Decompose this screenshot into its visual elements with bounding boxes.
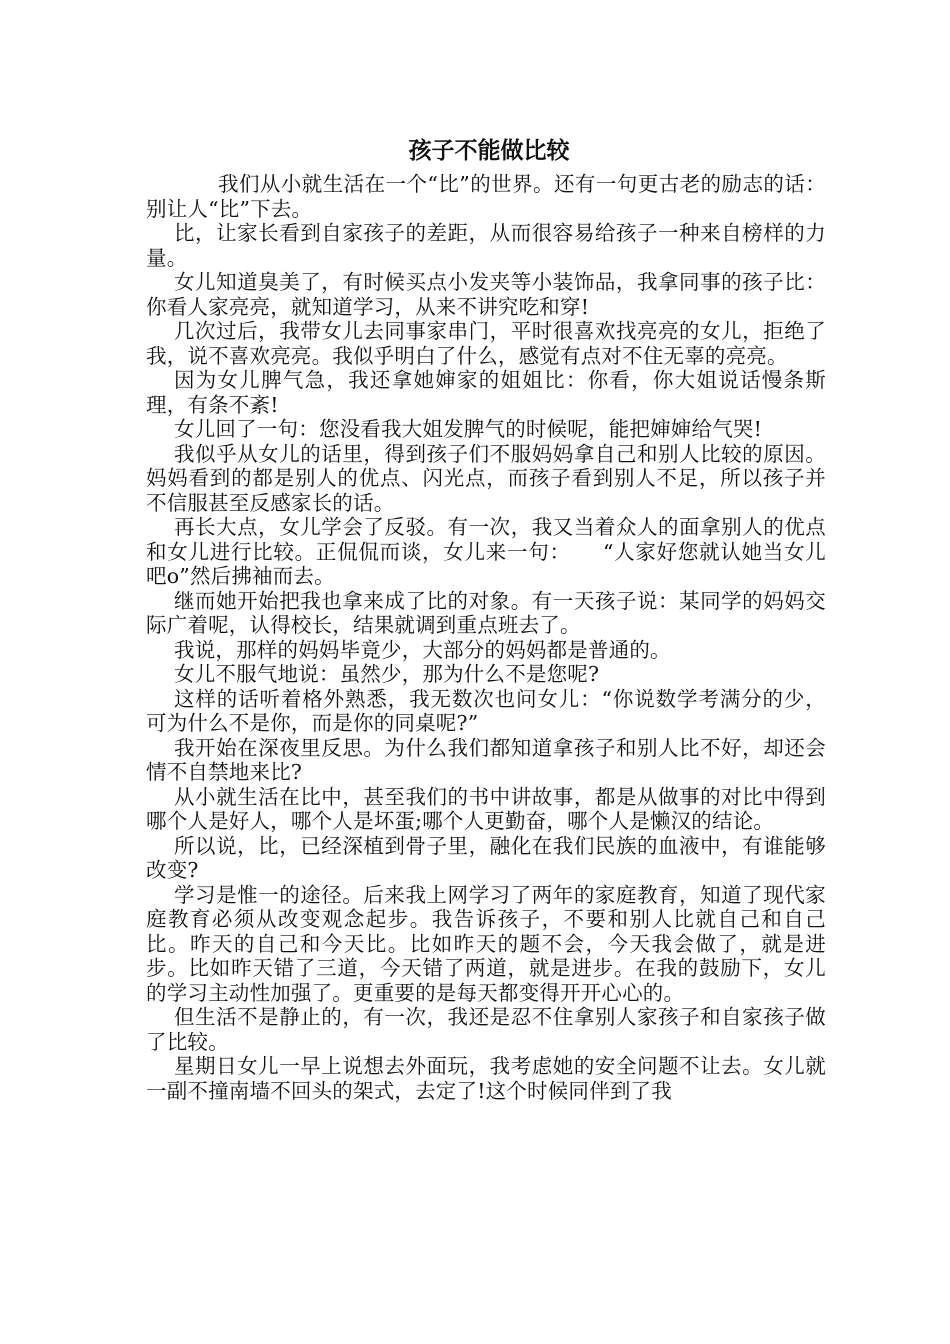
paragraph-18: 星期日女儿一早上说想去外面玩，我考虑她的安全问题不让去。女儿就一副不撞南墙不回头的架式，去定了!这个时候同伴到了我	[146, 1054, 826, 1103]
paragraph-11: 女儿不服气地说：虽然少，那为什么不是您呢?	[174, 662, 600, 686]
document-title: 孩子不能做比较	[408, 138, 570, 164]
paragraph-6: 女儿回了一句：您没看我大姐发脾气的时候呢，能把婶婶给气哭!	[174, 417, 763, 441]
paragraph-7: 我似乎从女儿的话里，得到孩子们不服妈妈拿自己和别人比较的原因。妈妈看到的都是别人的优点、闪光点，而孩子看到别人不足，所以孩子并不信服甚至反感家长的话。	[146, 441, 826, 515]
paragraph-9: 继而她开始把我也拿来成了比的对象。有一天孩子说：某同学的妈妈交际广着呢，认得校长，结果就调到重点班去了。	[146, 588, 826, 637]
document-body	[146, 172, 826, 1103]
paragraph-2: 比，让家长看到自家孩子的差距，从而很容易给孩子一种来自榜样的力量。	[146, 221, 826, 270]
paragraph-5: 因为女儿脾气急，我还拿她婶家的姐姐比：你看，你大姐说话慢条斯理，有条不紊!	[146, 368, 826, 417]
paragraph-8: 再长大点，女儿学会了反驳。有一次，我又当着众人的面拿别人的优点和女儿进行比较。正侃侃而谈，女儿来一句： “人家好您就认她当女儿吧o”然后拂袖而去。	[146, 515, 826, 588]
paragraph-17: 但生活不是静止的，有一次，我还是忍不住拿别人家孩子和自家孩子做了比较。	[146, 1005, 826, 1054]
paragraph-3: 女儿知道臭美了，有时候买点小发夹等小装饰品，我拿同事的孩子比：你看人家亮亮，就知道学习，从来不讲究吃和穿!	[146, 270, 826, 319]
paragraph-4: 几次过后，我带女儿去同事家串门，平时很喜欢找亮亮的女儿，拒绝了我，说不喜欢亮亮。我似乎明白了什么，感觉有点对不住无辜的亮亮。	[146, 319, 826, 368]
paragraph-15: 所以说，比，已经深植到骨子里，融化在我们民族的血液中，有谁能够改变?	[146, 833, 826, 882]
document-page	[146, 132, 826, 1103]
paragraph-1: 我们从小就生活在一个“比”的世界。还有一句更古老的励志的话：别让人“比”下去。	[146, 172, 826, 221]
paragraph-16: 学习是惟一的途径。后来我上网学习了两年的家庭教育，知道了现代家庭教育必须从改变观念起步。我告诉孩子，不要和别人比就自己和自己比。昨天的自己和今天比。比如昨天的题不会，今天我会做了，就是进步。比如昨天错了三道，今天错了两道，就是进步。在我的鼓励下，女儿的学习主动性加强了。更重要的是每天都变得开开心心的。	[146, 882, 826, 1005]
paragraph-13: 我开始在深夜里反思。为什么我们都知道拿孩子和别人比不好，却还会情不自禁地来比?	[146, 735, 826, 784]
paragraph-14: 从小就生活在比中，甚至我们的书中讲故事，都是从做事的对比中得到哪个人是好人，哪个人是坏蛋;哪个人更勤奋，哪个人是懒汉的结论。	[146, 784, 826, 833]
paragraph-12: 这样的话听着格外熟悉，我无数次也问女儿：“你说数学考满分的少，可为什么不是你，而是你的同桌呢?”	[146, 686, 826, 735]
paragraph-10: 我说，那样的妈妈毕竟少，大部分的妈妈都是普通的。	[174, 637, 671, 662]
